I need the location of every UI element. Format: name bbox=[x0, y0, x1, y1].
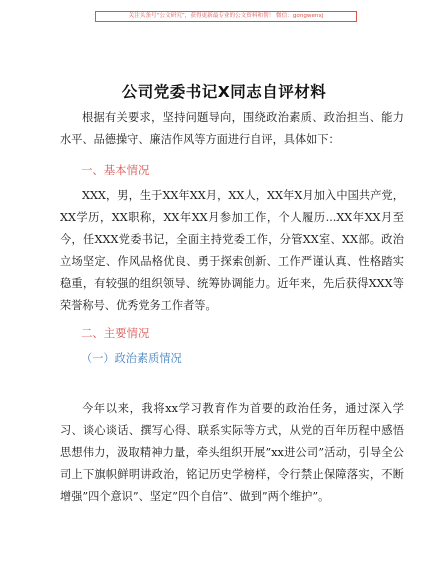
section-heading-basic: 一、基本情况 bbox=[81, 163, 150, 177]
section-heading-main: 二、主要情况 bbox=[81, 326, 150, 340]
subsection-heading-political: （一）政治素质情况 bbox=[81, 352, 182, 365]
basic-info-paragraph: XXX，男，生于XX年XX月，XX人，XX年X月加入中国共产党，XX学历，XX职称，XX年XX月参加工作，个人履历...XX年XX月至今，任XXX党委书记，全面主持党委工作，分管XX室、XX部。政治立场坚定、作风品格优良、勇于探索创新、工作严谨认真、性格踏实稳重，有较强的组织领导、统筹协调能力。近年来，先后获得XXX等荣誉称号、优秀党务工作者等。 bbox=[60, 189, 404, 312]
promo-banner: 关注头条号“公文研究”，获得更新最专业的公文资料和帮！ 微信：gongwenxj bbox=[95, 11, 357, 22]
document-title: 公司党委书记X同志自评材料 bbox=[121, 83, 327, 101]
intro-paragraph: 根据有关要求，坚持问题导向，围绕政治素质、政治担当、能力水平、品德操守、廉洁作风等方面进行自评，具体如下： bbox=[60, 111, 404, 146]
political-quality-paragraph: 今年以来，我将xx学习教育作为首要的政治任务，通过深入学习、谈心谈话、撰写心得、联系实际等方式，从党的百年历程中感悟思想伟力，汲取精神力量，牵头组织开展”xx进公司”活动，引导全公司上下旗帜鲜明讲政治，铭记历史学榜样，令行禁止保障落实，不断增强”四个意识”、坚定”四个自信”、做到”两个维护”。 bbox=[60, 402, 404, 503]
